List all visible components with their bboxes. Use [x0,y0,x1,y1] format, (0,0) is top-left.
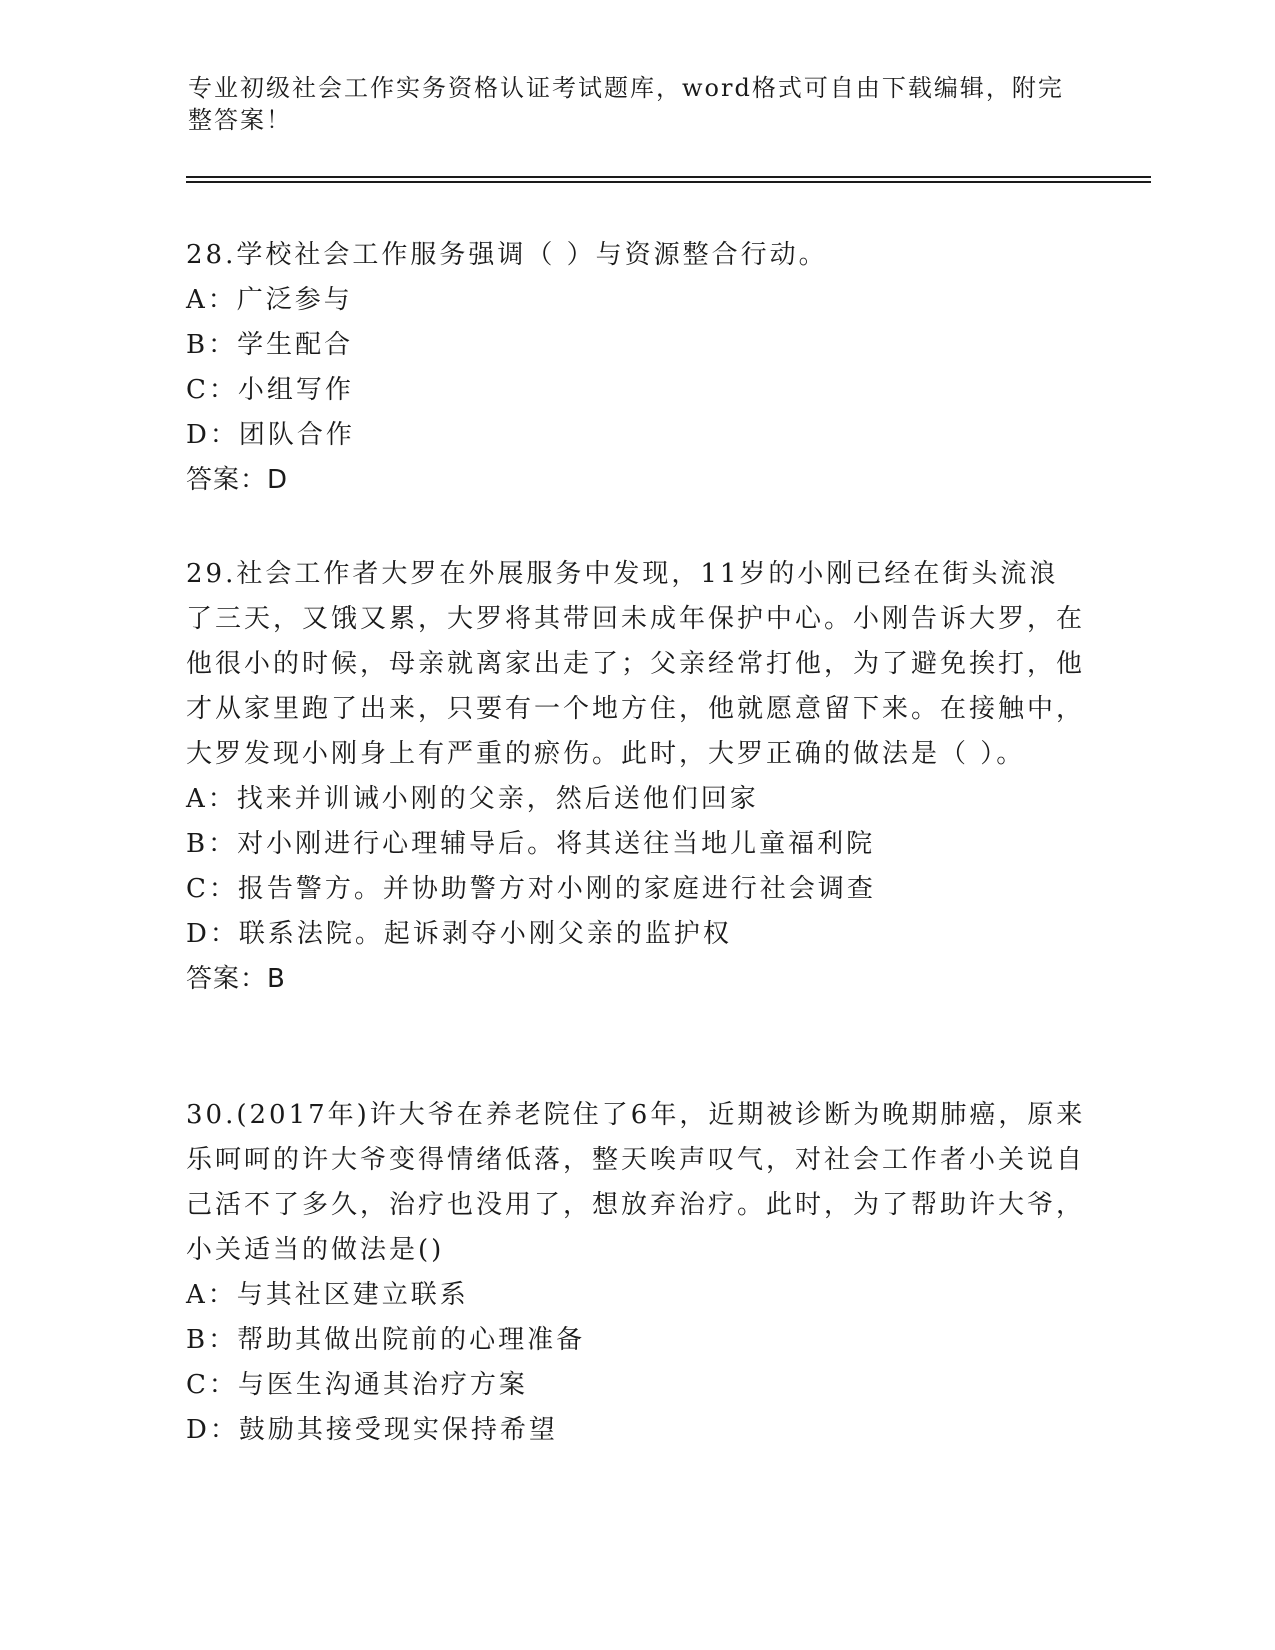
option-a: A：找来并训诫小刚的父亲，然后送他们回家 [186,784,759,814]
option-d: D：团队合作 [186,420,355,450]
option-c: C：报告警方。并协助警方对小刚的家庭进行社会调查 [186,874,876,904]
answer-key: 答案：B [186,964,286,994]
question-30 [186,1093,1086,1453]
header-divider-top [186,176,1151,178]
question-stem: 28.学校社会工作服务强调（ ）与资源整合行动。 [186,240,828,270]
option-a: A：广泛参与 [186,285,353,315]
question-stem: 30.(2017年)许大爷在养老院住了6年，近期被诊断为晚期肺癌，原来乐呵呵的许大爷变得情绪低落，整天唉声叹气，对社会工作者小关说自己活不了多久，治疗也没用了，想放弃治疗。此时，为了帮助许大爷，小关适当的做法是() [186,1100,1086,1265]
answer-key: 答案：D [186,465,289,495]
option-b: B：帮助其做出院前的心理准备 [186,1325,586,1355]
document-header: 专业初级社会工作实务资格认证考试题库，word格式可自由下载编辑，附完整答案！ [188,74,1064,134]
header-divider-bottom [186,181,1151,183]
option-c: C：小组写作 [186,375,354,405]
option-b: B：对小刚进行心理辅导后。将其送往当地儿童福利院 [186,829,876,859]
option-d: D：联系法院。起诉剥夺小刚父亲的监护权 [186,919,732,949]
question-29 [186,552,1086,1002]
option-c: C：与医生沟通其治疗方案 [186,1370,528,1400]
question-28 [186,233,1086,503]
option-a: A：与其社区建立联系 [186,1280,469,1310]
option-b: B：学生配合 [186,330,354,360]
option-d: D：鼓励其接受现实保持希望 [186,1415,558,1445]
question-stem: 29.社会工作者大罗在外展服务中发现，11岁的小刚已经在街头流浪了三天，又饿又累，大罗将其带回未成年保护中心。小刚告诉大罗，在他很小的时候，母亲就离家出走了；父亲经常打他，为了避免挨打，他才从家里跑了出来，只要有一个地方住，他就愿意留下来。在接触中，大罗发现小刚身上有严重的瘀伤。此时，大罗正确的做法是（ ）。 [186,559,1086,769]
